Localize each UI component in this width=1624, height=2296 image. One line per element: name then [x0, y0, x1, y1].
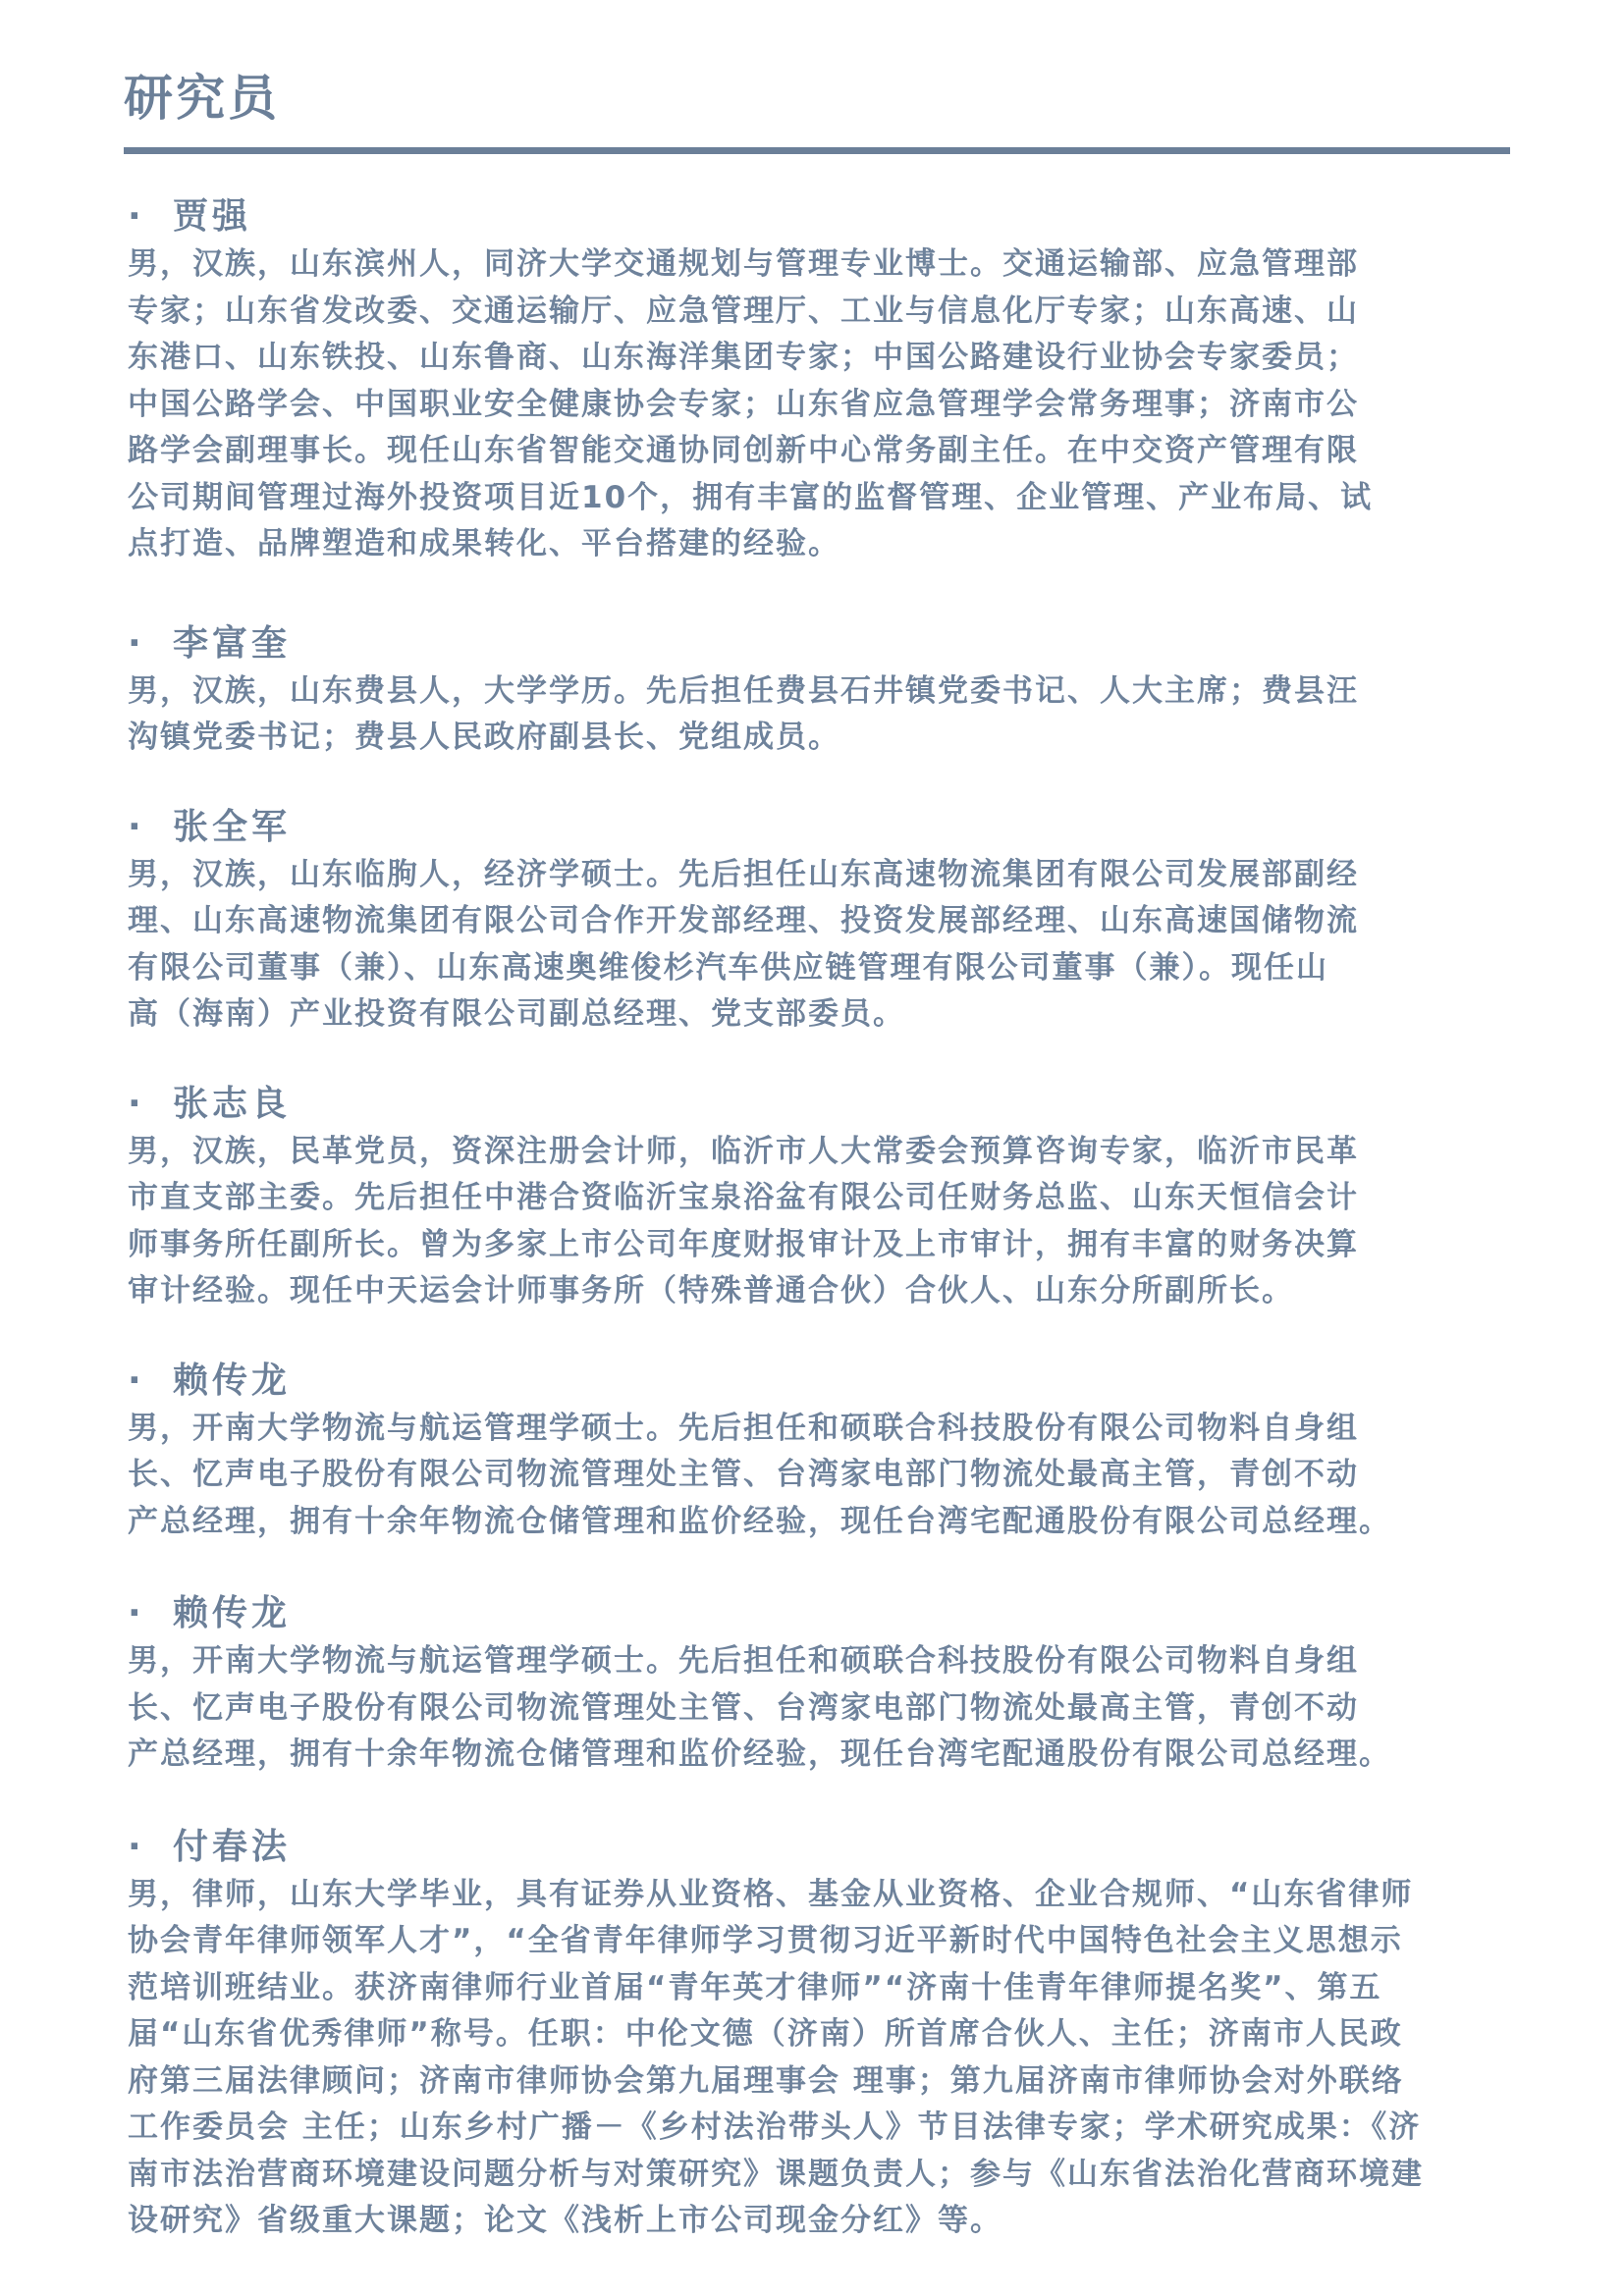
bio-line: 范培训班结业。获济南律师行业首届“青年英才律师”“济南十佳青年律师提名奖”、第五 — [128, 1969, 1382, 2005]
bio-line: 路学会副理事长。现任山东省智能交通协同创新中心常务副主任。在中交资产管理有限 — [128, 433, 1359, 468]
researcher-entry — [128, 1823, 1532, 2245]
researcher-bio — [128, 241, 1532, 568]
researcher-bio — [128, 852, 1532, 1039]
researcher-entry — [128, 192, 1532, 568]
researcher-list — [128, 192, 1532, 2245]
researcher-entry — [128, 1589, 1532, 1779]
bio-line: 公司期间管理过海外投资项目近10个，拥有丰富的监督管理、企业管理、产业布局、试 — [128, 479, 1374, 515]
bio-line: 男，汉族，山东滨州人，同济大学交通规划与管理专业博士。交通运输部、应急管理部 — [128, 246, 1359, 282]
researcher-name — [128, 1823, 1532, 1872]
researcher-name-text: 赖传龙 — [173, 1593, 292, 1633]
bio-line: 男，汉族，民革党员，资深注册会计师，临沂市人大常委会预算咨询专家，临沂市民革 — [128, 1133, 1359, 1169]
bio-line: 府第三届法律顾问；济南市律师协会第九届理事会 理事；第九届济南市律师协会对外联络 — [128, 2062, 1404, 2099]
bio-line: 审计经验。现任中天运会计师事务所（特殊普通合伙）合伙人、山东分所副所长。 — [128, 1273, 1294, 1308]
researcher-name — [128, 1080, 1532, 1129]
bio-line: 专家；山东省发改委、交通运输厅、应急管理厅、工业与信息化厅专家；山东高速、山 — [128, 293, 1359, 329]
researcher-name-text: 赖传龙 — [173, 1360, 292, 1401]
bullet-icon: · — [128, 806, 145, 847]
bio-line: 男，开南大学物流与航运管理学硕士。先后担任和硕联合科技股份有限公司物料自身组 — [128, 1410, 1359, 1446]
bio-line: 有限公司董事（兼）、山东高速奥维俊杉汽车供应链管理有限公司董事（兼）。现任山 — [128, 949, 1328, 986]
researcher-name — [128, 1357, 1532, 1406]
bio-line: 沟镇党委书记；费县人民政府副县长、党组成员。 — [128, 720, 840, 755]
bio-line: 男，汉族，山东临朐人，经济学硕士。先后担任山东高速物流集团有限公司发展部副经 — [128, 856, 1359, 892]
researcher-entry — [128, 1357, 1532, 1546]
bio-line: 南市法治营商环境建设问题分析与对策研究》课题负责人；参与《山东省法治化营商环境建 — [128, 2156, 1424, 2192]
researcher-bio — [128, 1872, 1532, 2245]
bullet-icon: · — [128, 1360, 145, 1401]
bio-line: 男，律师，山东大学毕业，具有证券从业资格、基金从业资格、企业合规师、“山东省律师 — [128, 1876, 1414, 1912]
researcher-bio — [128, 1406, 1532, 1546]
bio-line: 长、忆声电子股份有限公司物流管理处主管、台湾家电部门物流处最高主管，青创不动 — [128, 1457, 1359, 1492]
bio-line: 设研究》省级重大课题；论文《浅析上市公司现金分红》等。 — [128, 2203, 1002, 2238]
bio-line: 师事务所任副所长。曾为多家上市公司年度财报审计及上市审计，拥有丰富的财务决算 — [128, 1226, 1359, 1262]
researcher-entry — [128, 1080, 1532, 1315]
researcher-bio — [128, 1638, 1532, 1779]
bullet-icon: · — [128, 1826, 145, 1867]
researcher-name-text: 贾强 — [173, 196, 252, 237]
bio-line: 产总经理，拥有十余年物流仓储管理和监价经验，现任台湾宅配通股份有限公司总经理。 — [128, 1503, 1391, 1539]
researcher-name — [128, 619, 1532, 668]
bio-line: 市直支部主委。先后担任中港合资临沂宝泉浴盆有限公司任财务总监、山东天恒信会计 — [128, 1180, 1359, 1215]
researcher-name-text: 李富奎 — [173, 622, 292, 664]
bio-line: 男，开南大学物流与航运管理学硕士。先后担任和硕联合科技股份有限公司物料自身组 — [128, 1643, 1359, 1679]
bullet-icon: · — [128, 196, 145, 237]
title-divider — [124, 147, 1510, 154]
bullet-icon: · — [128, 1593, 145, 1633]
page-title: 研究员 — [124, 70, 280, 127]
researcher-bio — [128, 668, 1532, 762]
bio-line: 东港口、山东铁投、山东鲁商、山东海洋集团专家；中国公路建设行业协会专家委员； — [128, 340, 1359, 375]
bio-line: 点打造、品牌塑造和成果转化、平台搭建的经验。 — [128, 526, 840, 561]
bio-line: 理、山东高速物流集团有限公司合作开发部经理、投资发展部经理、山东高速国储物流 — [128, 903, 1359, 938]
bio-line: 长、忆声电子股份有限公司物流管理处主管、台湾家电部门物流处最高主管，青创不动 — [128, 1689, 1359, 1726]
bio-line: 高（海南）产业投资有限公司副总经理、党支部委员。 — [128, 996, 905, 1032]
researcher-name-text: 张全军 — [173, 806, 292, 847]
researcher-entry — [128, 803, 1532, 1039]
researcher-entry — [128, 619, 1532, 762]
researcher-bio — [128, 1129, 1532, 1315]
bullet-icon: · — [128, 1083, 145, 1124]
bio-line: 届“山东省优秀律师”称号。任职：中伦文德（济南）所首席合伙人、主任；济南市人民政 — [128, 2016, 1403, 2052]
researcher-name — [128, 1589, 1532, 1638]
researcher-name — [128, 192, 1532, 241]
bio-line: 工作委员会 主任；山东乡村广播－《乡村法治带头人》节目法律专家；学术研究成果：《济 — [128, 2109, 1422, 2145]
bio-line: 协会青年律师领军人才”，“全省青年律师学习贯彻习近平新时代中国特色社会主义思想示 — [128, 1923, 1403, 1958]
bullet-icon: · — [128, 622, 145, 664]
researcher-name-text: 张志良 — [173, 1083, 292, 1124]
bio-line: 男，汉族，山东费县人，大学学历。先后担任费县石井镇党委书记、人大主席；费县汪 — [128, 672, 1359, 709]
bio-line: 中国公路学会、中国职业安全健康协会专家；山东省应急管理学会常务理事；济南市公 — [128, 386, 1359, 422]
researcher-name — [128, 803, 1532, 852]
researcher-name-text: 付春法 — [173, 1826, 292, 1867]
bio-line: 产总经理，拥有十余年物流仓储管理和监价经验，现任台湾宅配通股份有限公司总经理。 — [128, 1736, 1391, 1772]
